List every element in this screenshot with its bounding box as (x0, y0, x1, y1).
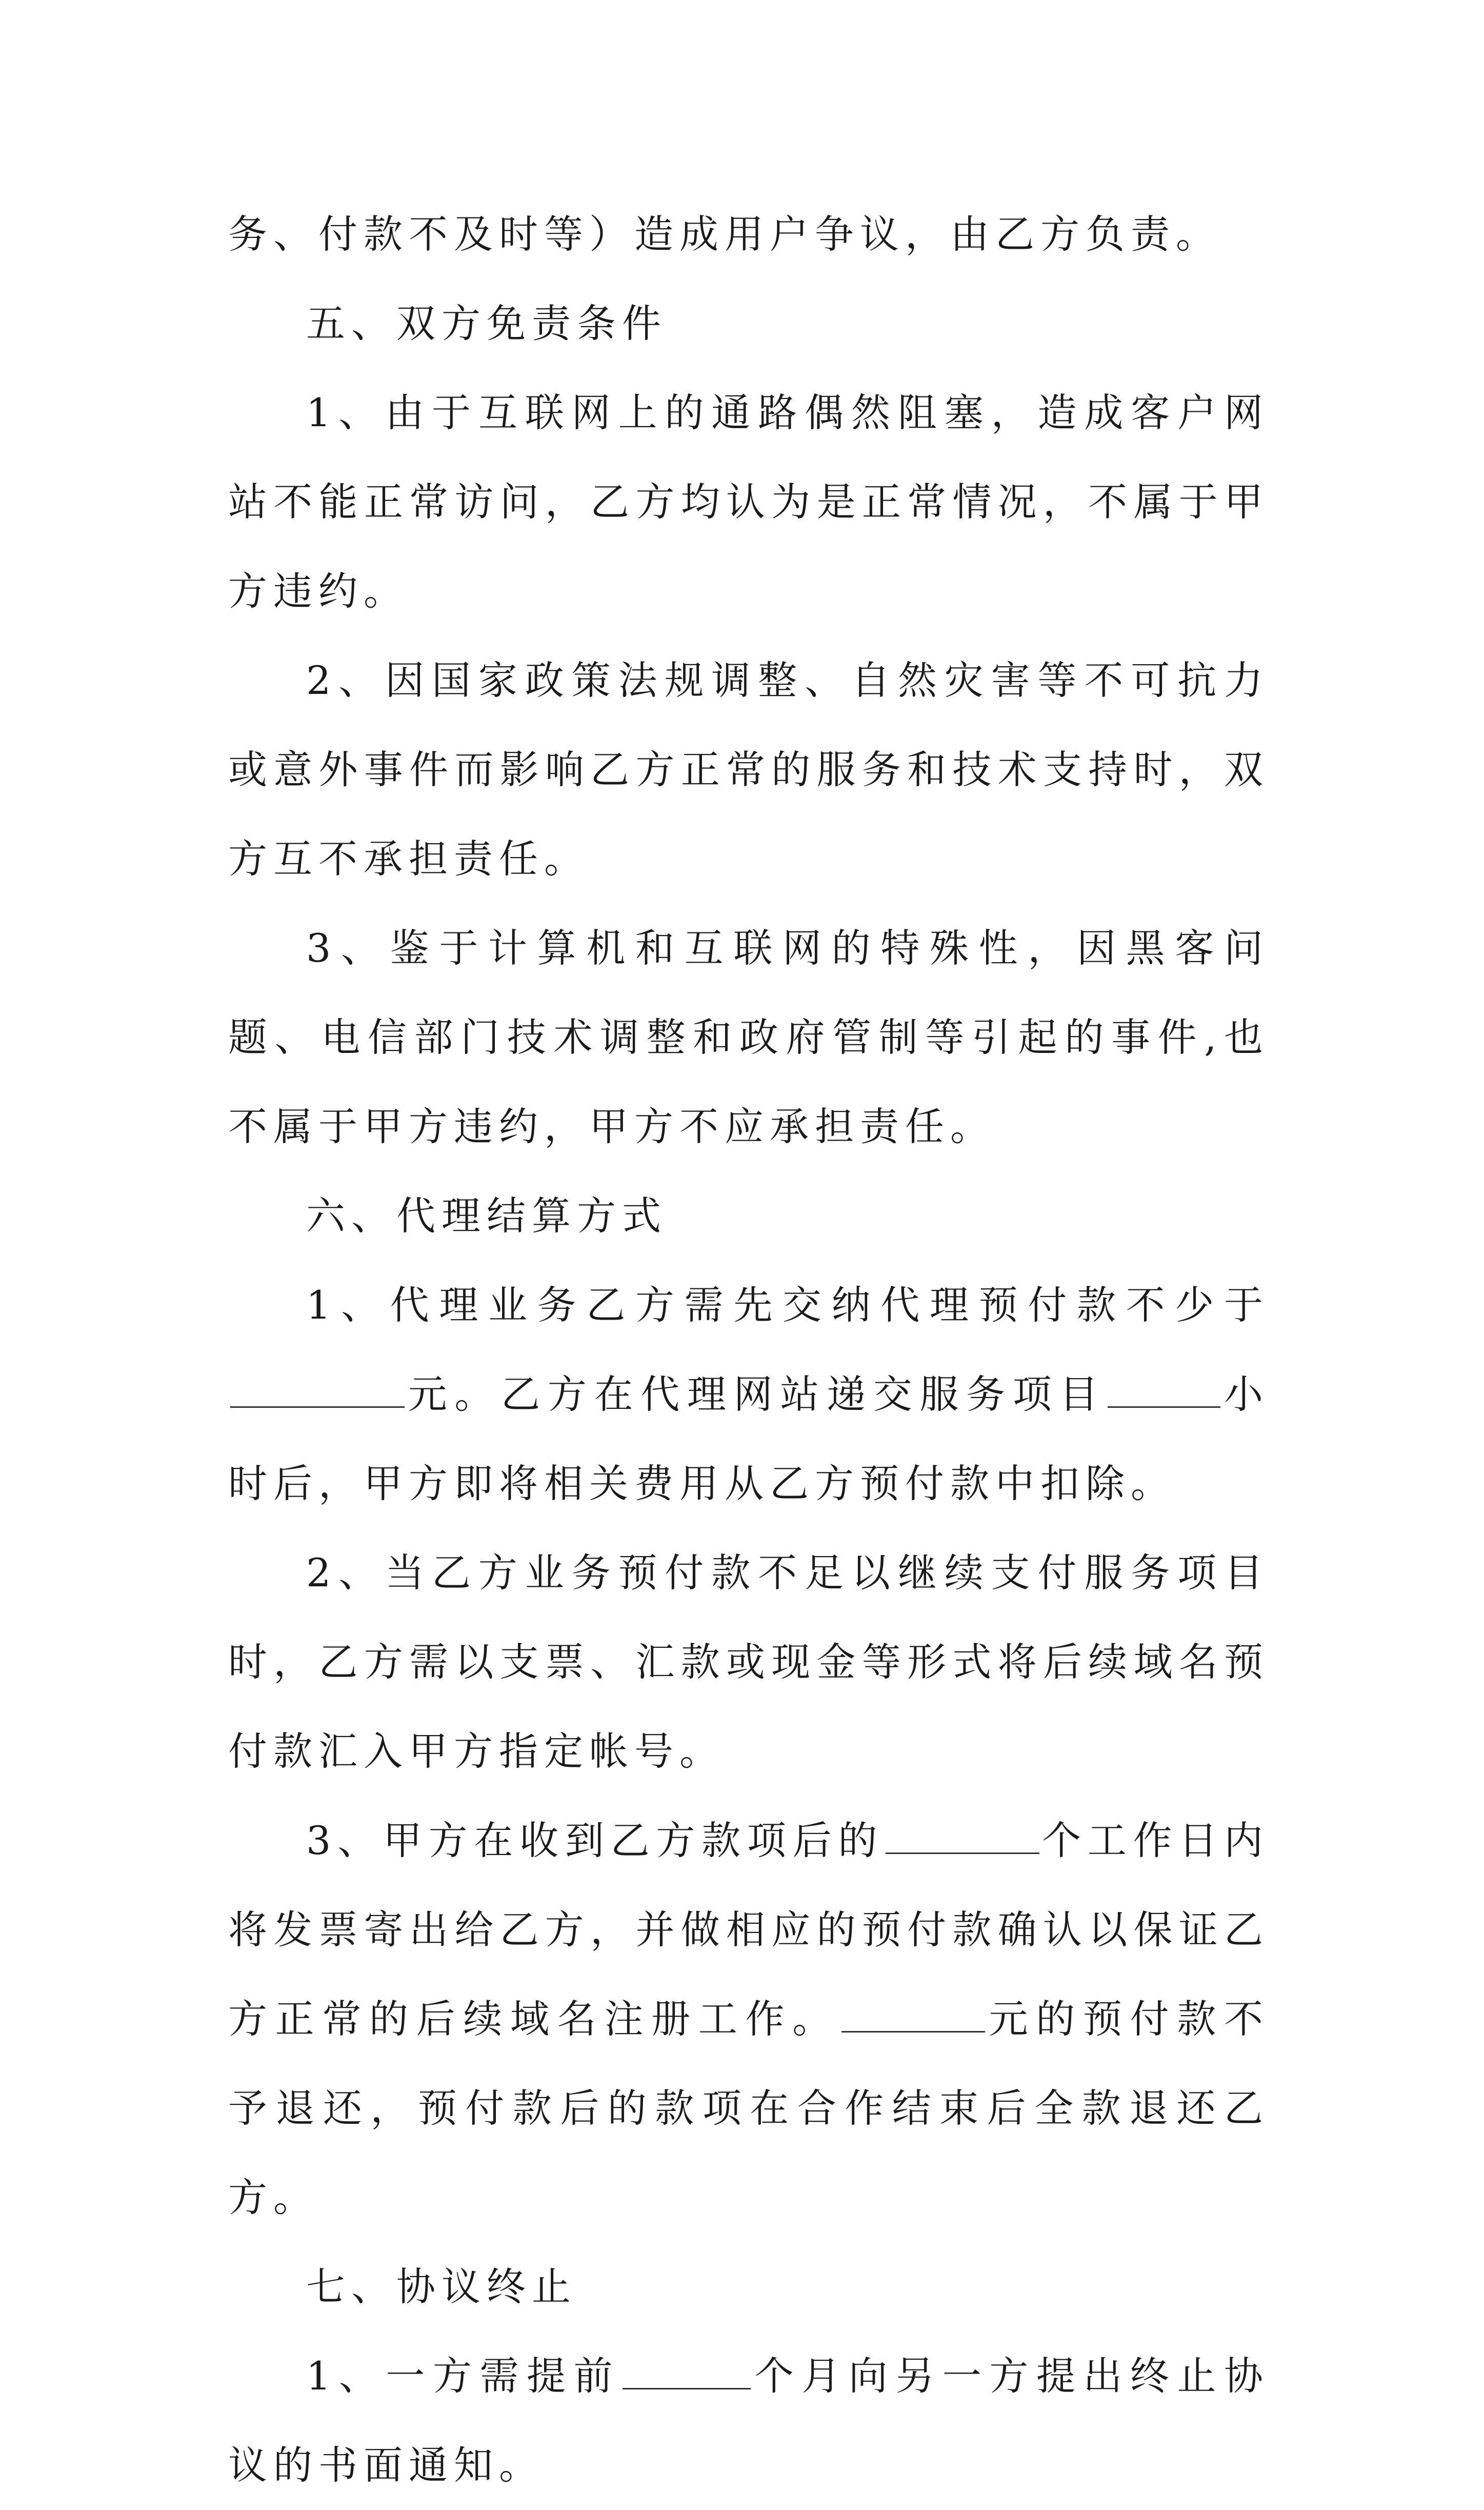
blank-field-months (623, 2358, 751, 2389)
blank-field-workdays (886, 1823, 1039, 1854)
blank-field-hours (1108, 1377, 1220, 1408)
clause-5-2: 2、因国家政策法规调整、自然灾害等不可抗力或意外事件而影响乙方正常的服务和技术支持时，双方互不承担责任。 (228, 658, 1269, 882)
clause-7-1 (228, 2332, 1269, 2510)
clause-6-3-part-a: 3、甲方在收到乙方款项后的 (306, 1818, 884, 1863)
clause-6-3-part-b: 个工作日内将发票寄出给乙方，并做相应的预付款确认以保证乙方正常的后续域名注册工作。 (228, 1818, 1270, 2042)
section-heading-settlement: 六、代理结算方式 (306, 1193, 667, 1239)
clause-6-1 (228, 1261, 1269, 1528)
clause-6-2: 2、当乙方业务预付款不足以继续支付服务项目时，乙方需以支票、汇款或现金等形式将后续域名预付款汇入甲方指定帐号。 (228, 1550, 1269, 1774)
document-body (228, 190, 1269, 2510)
blank-field-nonrefundable-amount (841, 2001, 985, 2033)
clause-7-1-part-b: 个月向另一方提出终止协议的书面通知。 (228, 2353, 1270, 2488)
paragraph-continuation: 务、付款不及时等）造成用户争议，由乙方负责。 (228, 211, 1221, 257)
clause-7-1-part-a: 1、一方需提前 (306, 2353, 621, 2399)
clause-6-1-part-b: 元。乙方在代理网站递交服务项目 (407, 1371, 1106, 1417)
clause-5-3: 3、鉴于计算机和互联网的特殊性，因黑客问题、电信部门技术调整和政府管制等引起的事件,也不属于甲方违约，甲方不应承担责任。 (228, 925, 1269, 1149)
clause-5-1: 1、由于互联网上的通路偶然阻塞，造成客户网站不能正常访问，乙方均认为是正常情况，不属于甲方违约。 (228, 390, 1269, 614)
section-heading-exemption: 五、双方免责条件 (306, 301, 667, 346)
blank-field-prepayment-amount (230, 1377, 405, 1408)
section-heading-termination: 七、协议终止 (306, 2264, 577, 2309)
clause-6-1-part-a: 1、代理业务乙方需先交纳代理预付款不少于 (306, 1282, 1269, 1328)
clause-6-3-part-c: 元的预付款不予退还，预付款后的款项在合作结束后全款退还乙方。 (228, 1996, 1270, 2220)
clause-6-1-part-c: 小时后，甲方即将相关费用从乙方预付款中扣除。 (228, 1371, 1270, 1506)
clause-6-3 (228, 1796, 1269, 2242)
